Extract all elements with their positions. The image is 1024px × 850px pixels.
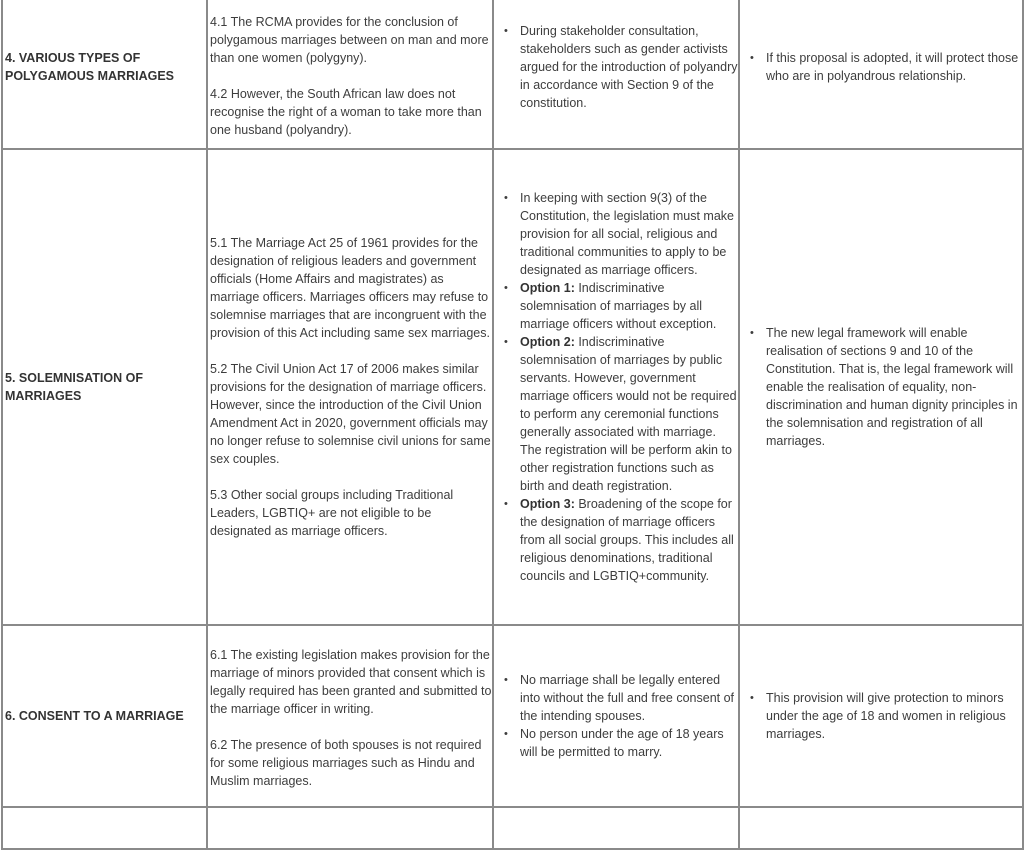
bullet-icon: • (504, 25, 508, 37)
list-item (504, 22, 738, 112)
option-label: Option 2: (520, 335, 575, 349)
list-item (504, 495, 738, 585)
topic-cell (2, 0, 207, 149)
bullet-icon: • (750, 52, 754, 64)
proposal-text: During stakeholder consultation, stakeholders such as gender activists argued for the introduction of polyandry in accordance with Section 9 of the constitution. (520, 24, 738, 110)
topic-cell (2, 625, 207, 807)
table-row (2, 807, 1023, 849)
impact-list (742, 49, 1022, 85)
current-position-cell (207, 625, 493, 807)
current-position-cell (207, 0, 493, 149)
impact-text: If this proposal is adopted, it will protect those who are in polyandrous relationship. (766, 51, 1019, 83)
impact-text: The new legal framework will enable realisation of sections 9 and 10 of the Constitution. That is, the legal framework will enable the realisation of equality, non-discrimination and human dignity principles in the solemnisation and registration of all marriages. (766, 326, 1018, 448)
bullet-icon: • (504, 728, 508, 740)
impact-cell (739, 0, 1023, 149)
impact-cell (739, 149, 1023, 625)
proposal-text: No person under the age of 18 years will be permitted to marry. (520, 727, 724, 759)
proposal-list (496, 671, 738, 761)
list-item (504, 333, 738, 495)
list-item (504, 725, 738, 761)
current-paragraph: 5.1 The Marriage Act 25 of 1961 provides for the designation of religious leaders and government officials (Home Affairs and magistrates) as marriage officers. Marriages officers may refuse to solemnise marriages that are incongruent with the provision of this Act including same sex marriages. (210, 236, 490, 340)
impact-list (742, 689, 1022, 743)
bullet-icon: • (504, 674, 508, 686)
bullet-icon: • (750, 692, 754, 704)
list-item (504, 279, 738, 333)
list-item (504, 671, 738, 725)
list-item (750, 49, 1020, 85)
proposal-list (496, 22, 738, 112)
table-row (2, 149, 1023, 625)
current-paragraph: 5.2 The Civil Union Act 17 of 2006 makes similar provisions for the designation of marriage officers. However, since the introduction of the Civil Union Amendment Act in 2020, government officials may no longer refuse to solemnise civil unions for same sex couples. (210, 362, 491, 466)
proposal-text: In keeping with section 9(3) of the Constitution, the legislation must make provision for all social, religious and traditional communities to apply to be designated as marriage officers. (520, 191, 734, 277)
topic-heading: 5. SOLEMNISATION OF MARRIAGES (5, 371, 143, 403)
proposal-text: No marriage shall be legally entered into without the full and free consent of the intending spouses. (520, 673, 735, 723)
proposal-cell (493, 625, 739, 807)
topic-heading: 4. VARIOUS TYPES OF POLYGAMOUS MARRIAGES (5, 51, 175, 83)
topic-cell (2, 149, 207, 625)
impact-list (742, 324, 1022, 450)
option-label: Option 3: (520, 497, 575, 511)
topic-heading: 6. CONSENT TO A MARRIAGE (5, 709, 184, 723)
list-item (750, 689, 1020, 743)
current-paragraph: 6.2 The presence of both spouses is not required for some religious marriages such as Hindu and Muslim marriages. (210, 738, 482, 788)
option-label: Option 1: (520, 281, 575, 295)
proposal-cell (493, 149, 739, 625)
impact-text: This provision will give protection to minors under the age of 18 and women in religious marriages. (766, 691, 1006, 741)
proposal-list (496, 189, 738, 585)
list-item (504, 189, 738, 279)
bullet-icon: • (504, 336, 508, 348)
bullet-icon: • (750, 327, 754, 339)
table-row (2, 0, 1023, 149)
current-position-cell (207, 807, 493, 849)
bullet-icon: • (504, 192, 508, 204)
proposal-cell (493, 0, 739, 149)
list-item (750, 324, 1020, 450)
proposal-text: Indiscriminative solemnisation of marriages by public servants. However, government marriage officers would not be required to perform any ceremonial functions generally associated with marriage. The registration will be perform akin to other registration functions such as birth and death registration. (520, 335, 737, 493)
current-paragraph: 4.1 The RCMA provides for the conclusion of polygamous marriages between on man and more than one women (polygyny). (210, 15, 489, 65)
current-position-cell (207, 149, 493, 625)
current-paragraph: 6.1 The existing legislation makes provision for the marriage of minors provided that consent which is legally required has been granted and submitted to the marriage officer in writing. (210, 648, 492, 716)
proposal-text: Indiscriminative solemnisation of marriages by all marriage officers without exception. (520, 281, 717, 331)
bullet-icon: • (504, 498, 508, 510)
topic-cell (2, 807, 207, 849)
impact-cell (739, 807, 1023, 849)
current-paragraph: 5.3 Other social groups including Traditional Leaders, LGBTIQ+ are not eligible to be designated as marriage officers. (210, 488, 454, 538)
current-paragraph: 4.2 However, the South African law does not recognise the right of a woman to take more than one husband (polyandry). (210, 87, 482, 137)
proposal-text: Broadening of the scope for the designation of marriage officers from all social groups. This includes all religious denominations, traditional councils and LGBTIQ+community. (520, 497, 734, 583)
proposal-cell (493, 807, 739, 849)
policy-comparison-table (1, 0, 1024, 850)
table-row (2, 625, 1023, 807)
bullet-icon: • (504, 282, 508, 294)
impact-cell (739, 625, 1023, 807)
